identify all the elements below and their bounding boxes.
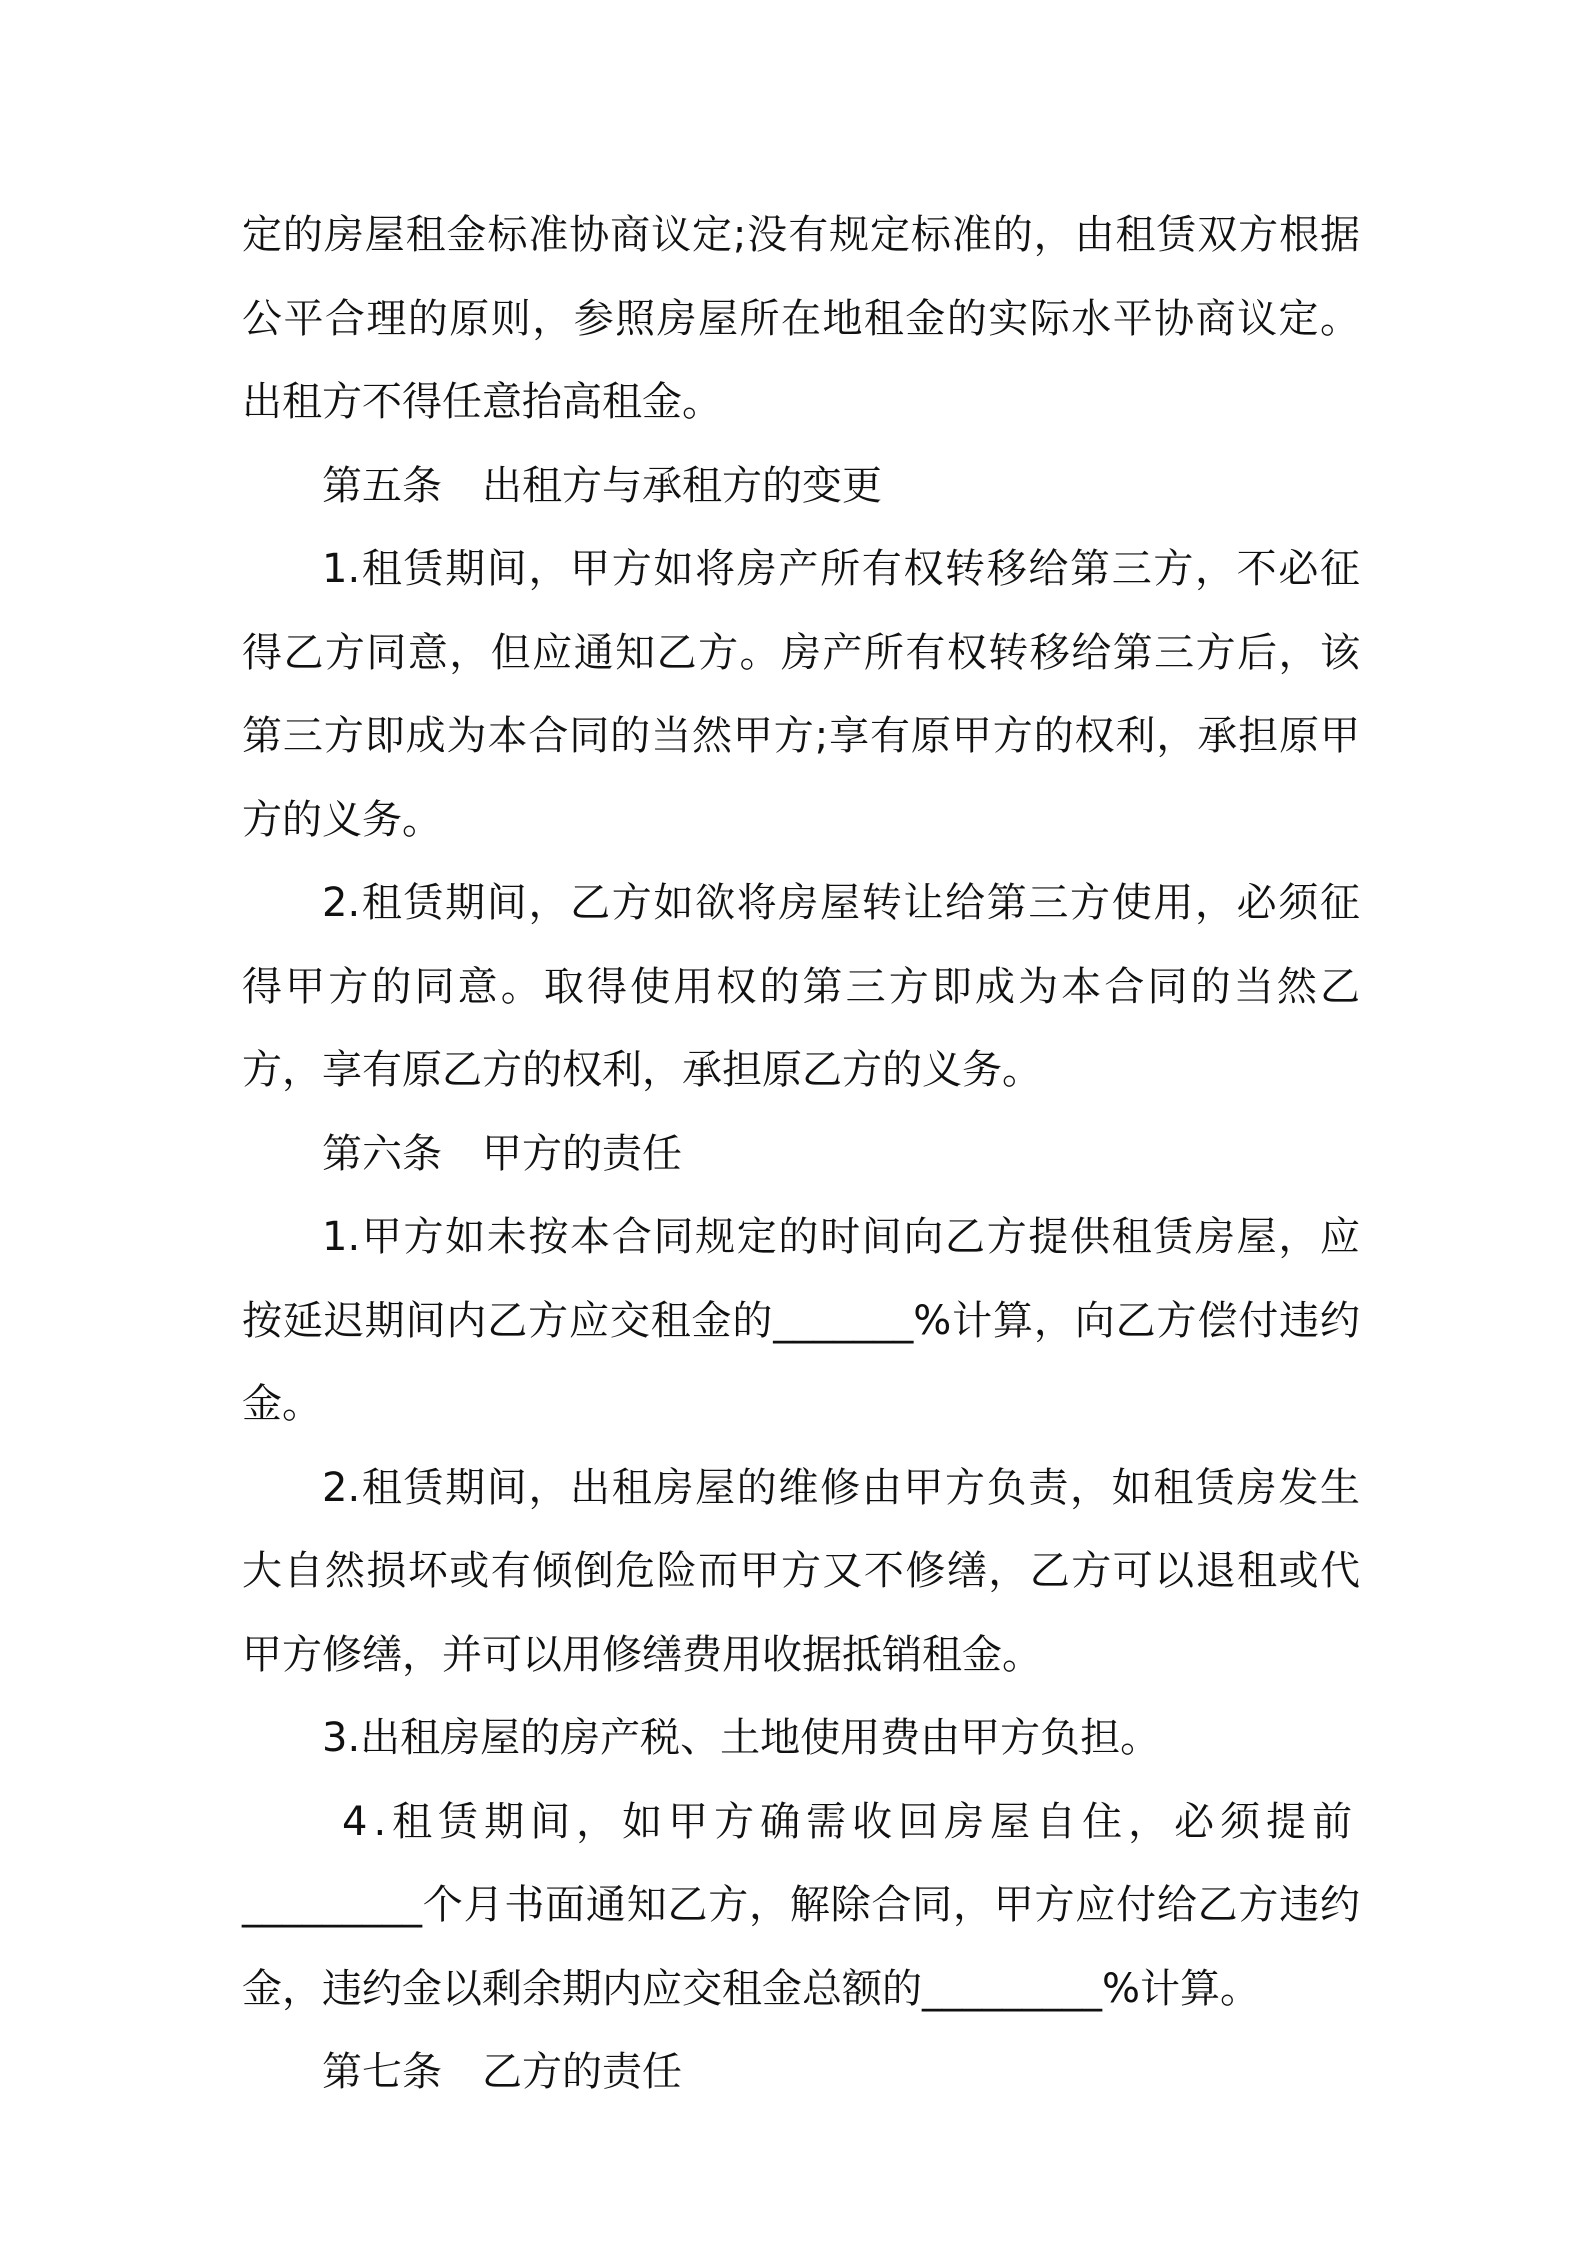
article-6-clause-4-line-1: 4.租赁期间，如甲方确需收回房屋自住，必须提前 bbox=[342, 1798, 1359, 1845]
article-6-number: 第六条 bbox=[322, 1130, 442, 1177]
article-6-clause-4-rest: _________个月书面通知乙方，解除合同，甲方应付给乙方违约金，违约金以剩余期内应交租金总额的_________%计算。 bbox=[242, 1882, 1360, 2012]
article-6-clause-1: 1.甲方如未按本合同规定的时间向乙方提供租赁房屋，应按延迟期间内乙方应交租金的_______%计算，向乙方偿付违约金。 bbox=[242, 1214, 1360, 1427]
article-6-heading bbox=[242, 1113, 1360, 1197]
article-6-clause-2: 2.租赁期间，出租房屋的维修由甲方负责，如租赁房发生大自然损坏或有倾倒危险而甲方又不修缮，乙方可以退租或代甲方修缮，并可以用修缮费用收据抵销租金。 bbox=[242, 1464, 1360, 1678]
article-5-title: 出租方与承租方的变更 bbox=[482, 462, 882, 509]
article-7-number: 第七条 bbox=[322, 2049, 442, 2095]
article-7-heading bbox=[242, 2031, 1360, 2115]
article-6-clause-3: 3.出租房屋的房产税、土地使用费由甲方负担。 bbox=[322, 1715, 1161, 1761]
article-5-clause-1: 1.租赁期间，甲方如将房产所有权转移给第三方，不必征得乙方同意，但应通知乙方。房产所有权转移给第三方后，该第三方即成为本合同的当然甲方;享有原甲方的权利，承担原甲方的义务。 bbox=[242, 546, 1360, 843]
article-5-heading bbox=[242, 445, 1360, 529]
article-7-title: 乙方的责任 bbox=[482, 2049, 682, 2095]
paragraph-rent-standard: 定的房屋租金标准协商议定;没有规定标准的，由租赁双方根据公平合理的原则，参照房屋所在地租金的实际水平协商议定。出租方不得任意抬高租金。 bbox=[242, 212, 1360, 425]
document-body bbox=[242, 194, 1360, 2115]
article-5-number: 第五条 bbox=[322, 462, 442, 509]
article-6-title: 甲方的责任 bbox=[482, 1130, 682, 1177]
article-5-clause-2: 2.租赁期间，乙方如欲将房屋转让给第三方使用，必须征得甲方的同意。取得使用权的第三方即成为本合同的当然乙方，享有原乙方的权利，承担原乙方的义务。 bbox=[242, 880, 1360, 1093]
